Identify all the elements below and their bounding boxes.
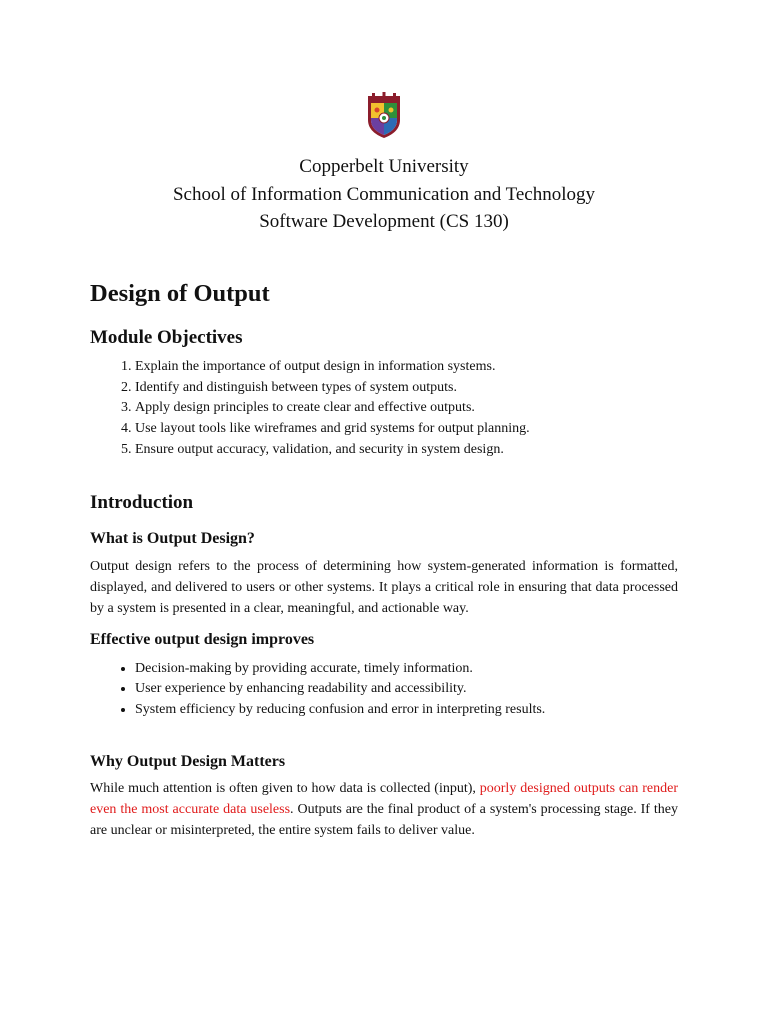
list-item: 5. Ensure output accuracy, validation, and security in system design.: [135, 440, 530, 461]
objectives-list: [90, 357, 530, 461]
improves-heading: Effective output design improves: [90, 631, 315, 648]
paragraph-text: While much attention is often given to how data is collected (input),: [90, 781, 480, 796]
list-item: 1. Explain the importance of output design in information systems.: [135, 357, 530, 378]
list-item: • System efficiency by reducing confusion and error in interpreting results.: [135, 700, 545, 720]
school-name: School of Information Communication and Technology: [172, 183, 596, 205]
university-name: Copperbelt University: [299, 156, 469, 177]
list-item: 3. Apply design principles to create clear and effective outputs.: [135, 398, 530, 419]
objectives-heading: Module Objectives: [90, 327, 243, 348]
paragraph-text: . Outputs are the final product of a system's processing stage. If they are unclear or misinterpreted, the entire system fails to deliver value.: [90, 802, 678, 838]
document-header: [0, 153, 768, 236]
university-crest-icon: [363, 92, 405, 140]
introduction-heading: Introduction: [90, 492, 194, 513]
list-item: 2. Identify and distinguish between types of system outputs.: [135, 378, 530, 399]
why-output-design-matters-paragraph: [90, 778, 678, 841]
highlighted-text: poorly designed outputs can render even the most accurate data useless: [90, 781, 678, 817]
what-is-output-design-heading: What is Output Design?: [90, 530, 255, 547]
what-is-output-design-paragraph: Output design refers to the process of determining how system-generated information is formatted, displayed, and delivered to users or other systems. It plays a critical role in ensuring that data processed by a system is presented in a clear, meaningful, and actionable way.: [90, 559, 678, 616]
why-output-design-matters-heading: Why Output Design Matters: [90, 753, 286, 770]
list-item: • User experience by enhancing readability and accessibility.: [135, 679, 545, 699]
list-item: 4. Use layout tools like wireframes and grid systems for output planning.: [135, 419, 530, 440]
course-name: Software Development (CS 130): [259, 211, 509, 232]
document-title: Design of Output: [90, 280, 270, 307]
improves-list: [90, 659, 545, 720]
list-item: • Decision-making by providing accurate, timely information.: [135, 659, 545, 679]
